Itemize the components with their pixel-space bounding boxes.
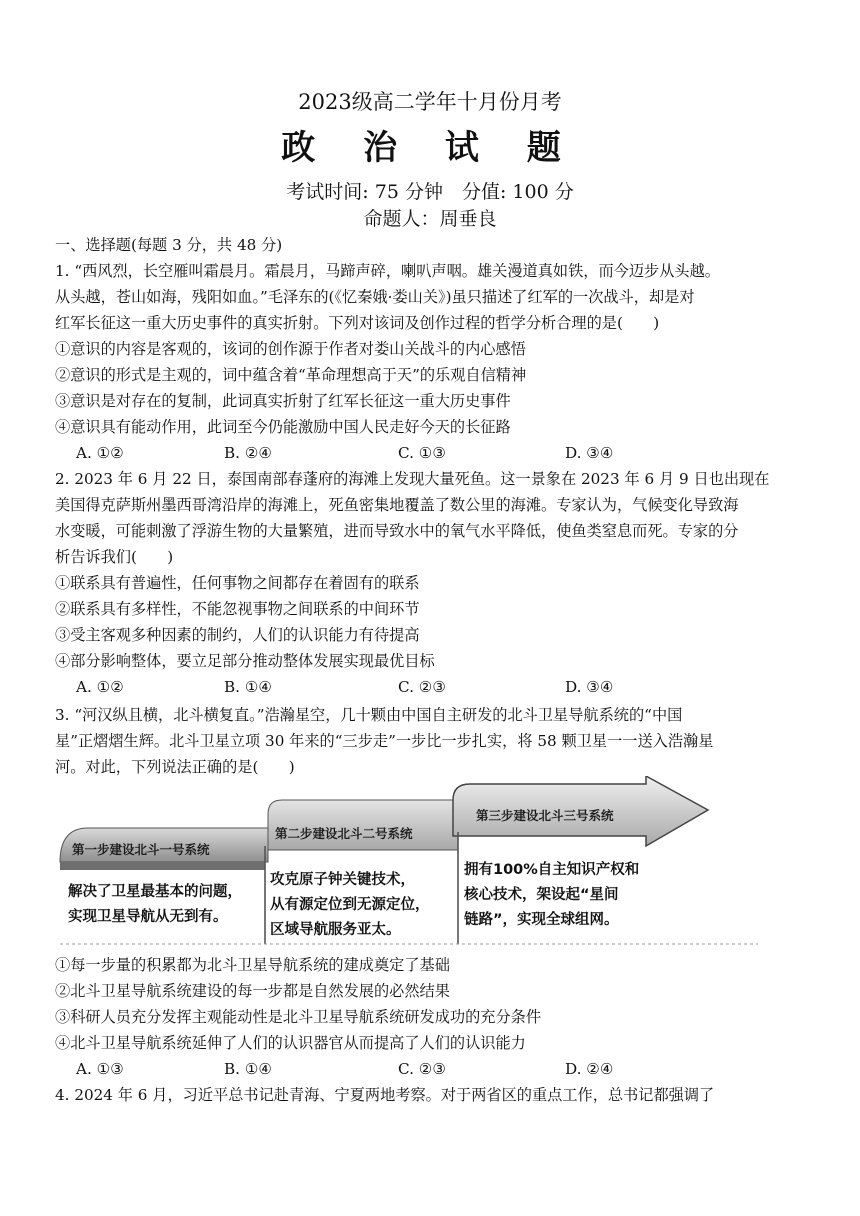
q3-choice-a: A. ①③ xyxy=(76,1060,124,1078)
q1-choice-d: D. ③④ xyxy=(565,444,614,462)
step-2-desc: 从有源定位到无源定位， xyxy=(270,897,430,913)
q2-choice-a: A. ①② xyxy=(76,678,124,696)
q2-stem-line: 水变暖，可能刺激了浮游生物的大量繁殖，进而导致水中的氧气水平降低，使鱼类窒息而死。专家的分 xyxy=(55,522,739,540)
step-3-label: 第三步建设北斗三号系统 xyxy=(476,808,614,823)
q1-statement: ②意识的形式是主观的，词中蕴含着“革命理想高于天”的乐观自信精神 xyxy=(55,366,527,384)
q3-statement: ②北斗卫星导航系统建设的每一步都是自然发展的必然结果 xyxy=(55,982,450,1000)
q3-choices xyxy=(76,1056,776,1082)
subject-title: 政 治 试 题 xyxy=(281,128,579,168)
step-3-desc: 拥有100%自主知识产权和 xyxy=(464,862,640,878)
exam-author: 命题人：周垂良 xyxy=(363,208,497,230)
figure-base-bar xyxy=(60,862,265,870)
q1-statement: ④意识具有能动作用，此词至今仍能激励中国人民走好今天的长征路 xyxy=(55,418,511,436)
q1-stem-line: 从头越，苍山如海，残阳如血。”毛泽东的(《忆秦娥·娄山关》)虽只描述了红军的一次战斗，却是对 xyxy=(55,288,695,306)
step-1-label: 第一步建设北斗一号系统 xyxy=(72,842,210,857)
q1-choice-b: B. ②④ xyxy=(224,444,273,462)
q1-choice-c: C. ①③ xyxy=(398,444,446,462)
step-1-desc: 实现卫星导航从无到有。 xyxy=(68,909,228,925)
q2-statement: ③受主客观多种因素的制约，人们的认识能力有待提高 xyxy=(55,626,420,644)
q1-statement: ①意识的内容是客观的，该词的创作源于作者对娄山关战斗的内心感悟 xyxy=(55,340,526,358)
q3-statement: ③科研人员充分发挥主观能动性是北斗卫星导航系统研发成功的充分条件 xyxy=(55,1008,541,1026)
q3-stem-line: 星”正熠熠生辉。北斗卫星立项 30 年来的“三步走”一步比一步扎实，将 58 颗卫星一一送入浩瀚星 xyxy=(55,732,714,750)
q2-choice-c: C. ②③ xyxy=(398,678,446,696)
section-heading: 一、选择题(每题 3 分，共 48 分) xyxy=(55,236,283,254)
step-3-desc: 核心技术，架设起“星间 xyxy=(464,887,619,903)
q3-statement: ①每一步量的积累都为北斗卫星导航系统的建成奠定了基础 xyxy=(55,956,450,974)
q2-statement: ②联系具有多样性，不能忽视事物之间联系的中间环节 xyxy=(55,600,420,618)
q3-choice-b: B. ①④ xyxy=(224,1060,273,1078)
q3-choice-c: C. ②③ xyxy=(398,1060,446,1078)
q2-choice-b: B. ①④ xyxy=(224,678,273,696)
q2-choices xyxy=(76,674,776,700)
q2-stem-line: 2. 2023 年 6 月 22 日，泰国南部春蓬府的海滩上发现大量死鱼。这一景象在 2023 年 6 月 9 日也出现在 xyxy=(55,470,770,488)
q1-choice-a: A. ①② xyxy=(76,444,124,462)
q1-stem-line: 红军长征这一重大历史事件的真实折射。下列对该词及创作过程的哲学分析合理的是( ) xyxy=(55,314,660,332)
q2-stem-line: 析告诉我们( ) xyxy=(55,548,174,566)
exam-name: 2023级高二学年十月份月考 xyxy=(298,90,562,114)
q2-choice-d: D. ③④ xyxy=(565,678,614,696)
q3-stem-line: 河。对此，下列说法正确的是( ) xyxy=(55,758,295,776)
q1-choices xyxy=(76,440,776,466)
q2-statement: ①联系具有普遍性，任何事物之间都存在着固有的联系 xyxy=(55,574,420,592)
exam-info: 考试时间: 75 分钟 分值: 100 分 xyxy=(286,181,574,203)
step-1-desc: 解决了卫星最基本的问题， xyxy=(68,884,242,900)
q4-stem-line: 4. 2024 年 6 月，习近平总书记赴青海、宁夏两地考察。对于两省区的重点工作，总书记都强调了 xyxy=(55,1086,715,1104)
step-2-desc: 区域导航服务亚太。 xyxy=(270,922,401,938)
step-3-desc: 链路”，实现全球组网。 xyxy=(464,912,619,928)
beidou-three-step-figure xyxy=(58,776,798,950)
q1-stem-line: 1. “西风烈，长空雁叫霜晨月。霜晨月，马蹄声碎，喇叭声咽。雄关漫道真如铁，而今迈步从头越。 xyxy=(55,262,720,280)
q3-choice-d: D. ②④ xyxy=(565,1060,614,1078)
step-2-label: 第二步建设北斗二号系统 xyxy=(275,826,413,841)
step-2-desc: 攻克原子钟关键技术， xyxy=(270,872,415,888)
q2-statement: ④部分影响整体，要立足部分推动整体发展实现最优目标 xyxy=(55,652,435,670)
q1-statement: ③意识是对存在的复制，此词真实折射了红军长征这一重大历史事件 xyxy=(55,392,511,410)
q3-stem-line: 3. “河汉纵且横，北斗横复直。”浩瀚星空，几十颗由中国自主研发的北斗卫星导航系统的“中国 xyxy=(55,706,683,724)
q2-stem-line: 美国得克萨斯州墨西哥湾沿岸的海滩上，死鱼密集地覆盖了数公里的海滩。专家认为，气候变化导致海 xyxy=(55,496,739,514)
q3-statement: ④北斗卫星导航系统延伸了人们的认识器官从而提高了人们的认识能力 xyxy=(55,1034,526,1052)
